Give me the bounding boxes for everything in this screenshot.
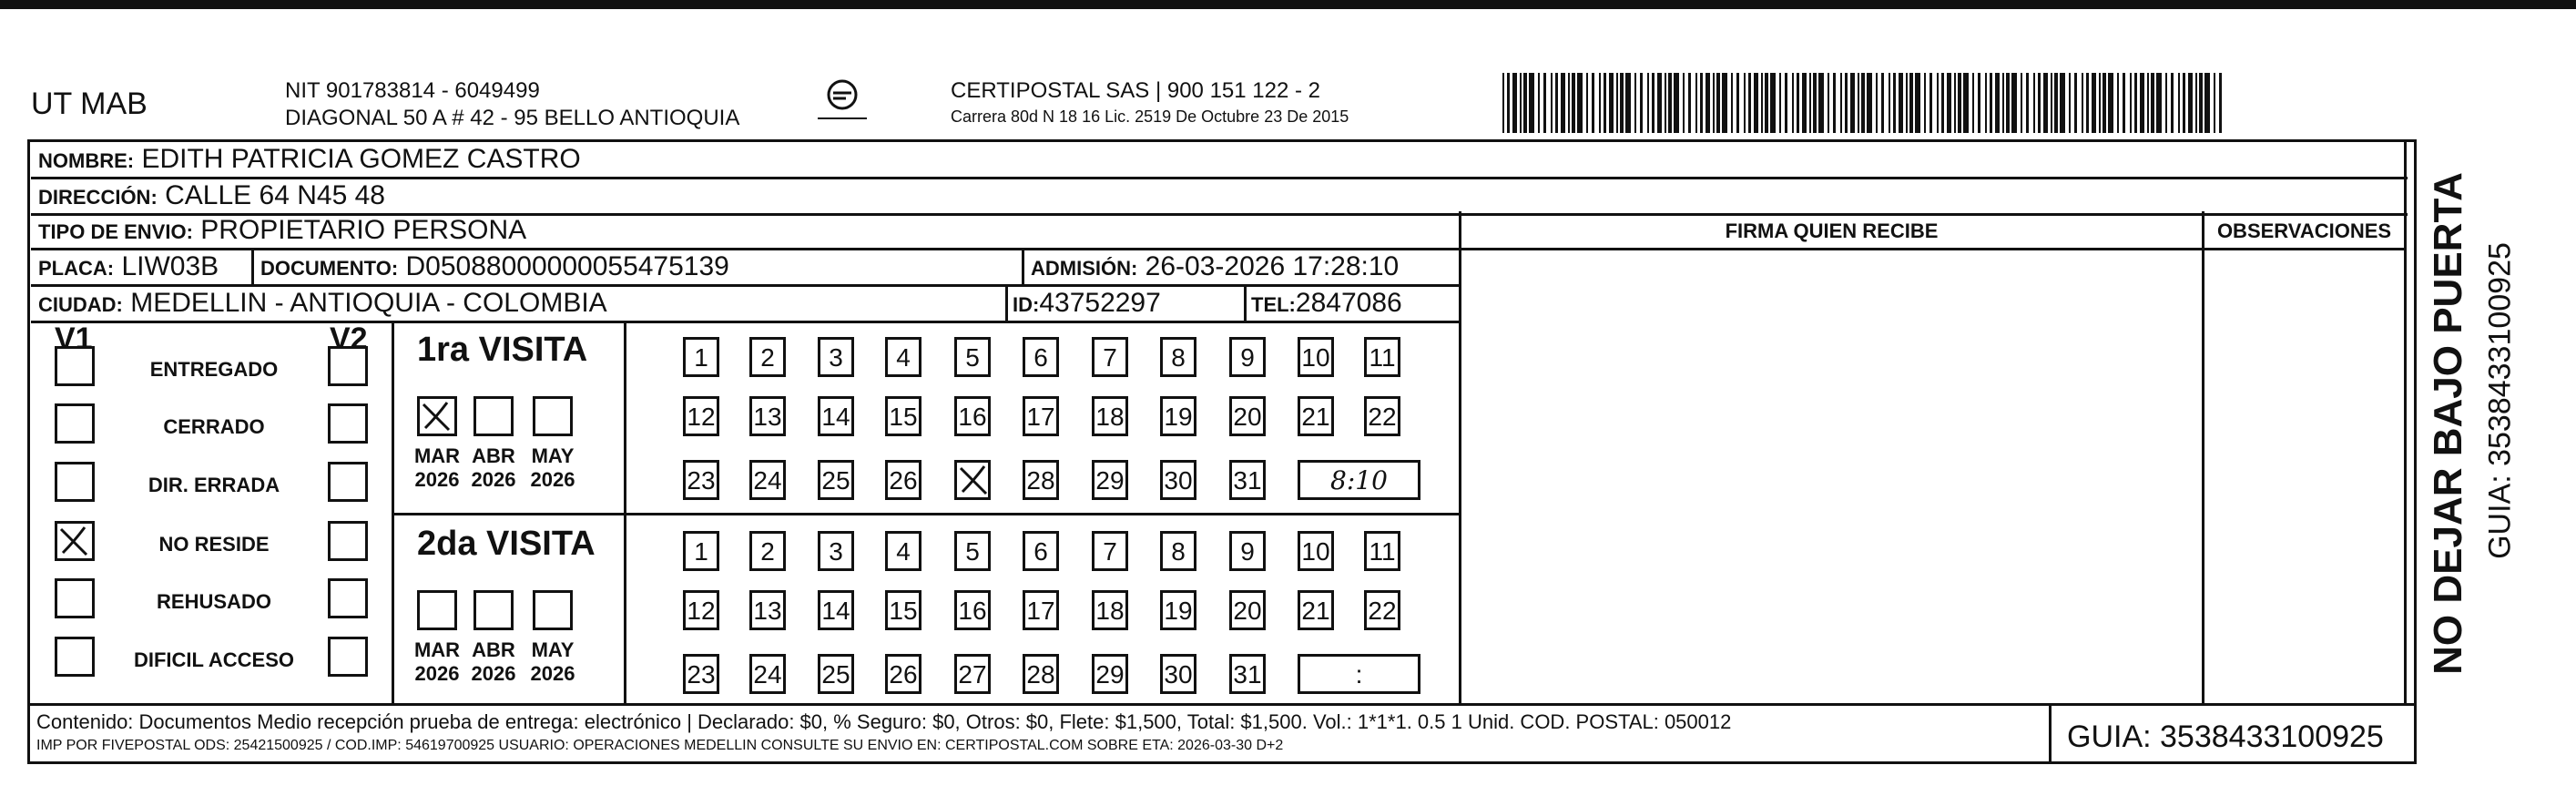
v1-checkbox[interactable] xyxy=(55,637,95,677)
barcode-bar xyxy=(2038,73,2041,133)
month-checkbox[interactable] xyxy=(473,590,514,630)
day-box[interactable]: 31 xyxy=(1229,460,1266,500)
barcode-bar xyxy=(1748,73,1751,133)
barcode-bar xyxy=(1761,73,1763,133)
side-guia: GUIA: 3538433100925 xyxy=(2482,242,2518,559)
v2-checkbox[interactable] xyxy=(328,462,368,502)
day-box[interactable]: 26 xyxy=(885,460,921,500)
day-box[interactable]: 13 xyxy=(749,396,786,436)
barcode-bar xyxy=(1523,73,1527,133)
barcode-bar xyxy=(1512,73,1517,133)
day-box[interactable]: 16 xyxy=(954,590,991,630)
day-box[interactable]: 30 xyxy=(1160,654,1196,694)
day-box[interactable]: 27 xyxy=(954,654,991,694)
month-label: ABR xyxy=(472,444,515,467)
barcode-bar xyxy=(2147,73,2149,133)
barcode-bar xyxy=(1716,73,1720,133)
day-box[interactable]: 1 xyxy=(683,531,719,571)
barcode-bar xyxy=(2171,73,2174,133)
day-box[interactable]: 21 xyxy=(1298,396,1334,436)
day-box[interactable]: 26 xyxy=(885,654,921,694)
barcode-bar xyxy=(1529,73,1534,133)
barcode-bar xyxy=(1765,73,1768,133)
barcode-bar xyxy=(1572,73,1575,133)
barcode-bar xyxy=(1665,73,1666,133)
barcode-bar xyxy=(1543,73,1546,133)
direccion-row: DIRECCIÓN: CALLE 64 N45 48 xyxy=(31,178,2408,216)
day-box[interactable]: 18 xyxy=(1092,590,1128,630)
month-checkbox[interactable] xyxy=(533,396,573,436)
barcode-bar xyxy=(2043,73,2048,133)
status-label: NO RESIDE xyxy=(158,533,270,556)
barcode-bar xyxy=(2021,73,2022,133)
barcode-bar xyxy=(2092,73,2096,133)
year-label: 2026 xyxy=(471,468,516,491)
day-box[interactable]: 4 xyxy=(885,531,921,571)
tipo-row: TIPO DE ENVIO: PROPIETARIO PERSONA xyxy=(31,212,1461,250)
v1-checkbox[interactable] xyxy=(55,346,95,386)
company-address: DIAGONAL 50 A # 42 - 95 BELLO ANTIOQUIA xyxy=(285,106,740,130)
day-box[interactable]: 23 xyxy=(683,460,719,500)
barcode-bar xyxy=(1906,73,1908,133)
barcode-bar xyxy=(1770,73,1776,133)
day-box[interactable]: 14 xyxy=(818,396,854,436)
v1-header: V1 xyxy=(55,321,93,356)
day-box[interactable]: 5 xyxy=(954,337,991,377)
day-box[interactable]: 22 xyxy=(1364,590,1400,630)
day-box[interactable]: 2 xyxy=(749,531,786,571)
day-box[interactable]: 13 xyxy=(749,590,786,630)
placa-row: PLACA: LIW03B DOCUMENTO: D05088000000055475139 ADMISIÓN: 26-03-2026 17:28:10 xyxy=(31,249,1461,287)
year-label: 2026 xyxy=(530,662,575,685)
day-box[interactable]: 7 xyxy=(1092,531,1128,571)
top-edge xyxy=(0,0,2576,9)
day-box[interactable]: 6 xyxy=(1023,531,1059,571)
visit-title: 2da VISITA xyxy=(417,525,596,563)
barcode-bar xyxy=(1978,73,1980,133)
day-box[interactable]: 29 xyxy=(1092,654,1128,694)
barcode-bar xyxy=(1972,73,1974,133)
status-label: REHUSADO xyxy=(157,590,271,613)
divider-observaciones xyxy=(2202,211,2204,704)
barcode-bar xyxy=(1634,73,1636,133)
day-box[interactable]: 20 xyxy=(1229,396,1266,436)
barcode-bar xyxy=(1561,73,1565,133)
v2-checkbox[interactable] xyxy=(328,521,368,561)
day-box[interactable] xyxy=(954,460,991,500)
barcode-bar xyxy=(1858,73,1859,133)
day-box[interactable]: 19 xyxy=(1160,590,1196,630)
barcode-bar xyxy=(1744,73,1746,133)
barcode-bar xyxy=(1674,73,1679,133)
day-box[interactable]: 17 xyxy=(1023,396,1059,436)
barcode-bar xyxy=(1577,73,1583,133)
day-box[interactable]: 10 xyxy=(1298,531,1334,571)
barcode-bar xyxy=(2165,73,2167,133)
barcode-bar xyxy=(1990,73,1992,133)
day-box[interactable]: 24 xyxy=(749,460,786,500)
barcode-bar xyxy=(2156,73,2162,133)
barcode-bar xyxy=(1568,73,1570,133)
barcode-bar xyxy=(1507,73,1510,133)
v1-checkbox[interactable] xyxy=(55,521,95,561)
barcode-bar xyxy=(1620,73,1624,133)
barcode-bar xyxy=(1625,73,1631,133)
day-box[interactable]: 29 xyxy=(1092,460,1128,500)
month-label: ABR xyxy=(472,638,515,661)
barcode-bar xyxy=(2074,73,2077,133)
barcode-bar xyxy=(1640,73,1643,133)
divider-side xyxy=(2404,139,2407,704)
barcode-bar xyxy=(1586,73,1588,133)
barcode-bar xyxy=(1947,73,1951,133)
barcode-bar xyxy=(1652,73,1655,133)
barcode-bar xyxy=(2188,73,2193,133)
observaciones-header: OBSERVACIONES xyxy=(2204,212,2404,250)
day-box[interactable]: 12 xyxy=(683,590,719,630)
barcode-bar xyxy=(2183,73,2185,133)
barcode-bar xyxy=(2082,73,2083,133)
barcode-bar xyxy=(2195,73,2197,133)
day-box[interactable]: 3 xyxy=(818,531,854,571)
month-checkbox[interactable] xyxy=(473,396,514,436)
barcode-bar xyxy=(2219,73,2222,133)
day-box[interactable]: 11 xyxy=(1364,337,1400,377)
barcode-bar xyxy=(1850,73,1855,133)
v1-checkbox[interactable] xyxy=(55,578,95,618)
day-box[interactable]: 30 xyxy=(1160,460,1196,500)
barcode-bar xyxy=(1915,73,1920,133)
status-label: DIFICIL ACCESO xyxy=(133,648,294,671)
barcode-bar xyxy=(1736,73,1739,133)
month-label: MAY xyxy=(531,638,575,661)
barcode-bar xyxy=(1893,73,1896,133)
barcode-bar xyxy=(2099,73,2101,133)
barcode-bar xyxy=(1937,73,1939,133)
day-box[interactable]: 9 xyxy=(1229,531,1266,571)
day-box[interactable]: 19 xyxy=(1160,396,1196,436)
barcode-bar xyxy=(1889,73,1890,133)
barcode-bar xyxy=(2204,73,2210,133)
barcode-bar xyxy=(2151,73,2154,133)
year-label: 2026 xyxy=(414,468,460,491)
side-warning: NO DEJAR BAJO PUERTA xyxy=(2426,172,2470,675)
v2-checkbox[interactable] xyxy=(328,346,368,386)
barcode-bar xyxy=(1958,73,1961,133)
barcode-bar xyxy=(2086,73,2089,133)
barcode-bar xyxy=(2130,73,2132,133)
barcode-bar xyxy=(1924,73,1926,133)
day-box[interactable]: 17 xyxy=(1023,590,1059,630)
status-label: ENTREGADO xyxy=(149,358,279,381)
day-box[interactable]: 7 xyxy=(1092,337,1128,377)
barcode-bar xyxy=(1647,73,1649,133)
barcode-bar xyxy=(1551,73,1553,133)
nombre-row: NOMBRE: EDITH PATRICIA GOMEZ CASTRO xyxy=(31,141,2408,179)
day-box[interactable]: 28 xyxy=(1023,654,1059,694)
day-box[interactable]: 8 xyxy=(1160,531,1196,571)
barcode-bar xyxy=(2033,73,2035,133)
barcode-bar xyxy=(1599,73,1601,133)
v1-checkbox[interactable] xyxy=(55,462,95,502)
month-label: MAR xyxy=(413,444,461,467)
company-name: UT MAB xyxy=(31,87,148,121)
barcode-bar xyxy=(1881,73,1884,133)
barcode-bar xyxy=(1700,73,1703,133)
barcode-bar xyxy=(1668,73,1672,133)
day-box[interactable]: 24 xyxy=(749,654,786,694)
day-box[interactable]: 9 xyxy=(1229,337,1266,377)
day-number xyxy=(957,463,988,499)
month-checkbox[interactable] xyxy=(533,590,573,630)
day-box[interactable]: 23 xyxy=(683,654,719,694)
time-box[interactable]: : xyxy=(1298,654,1420,694)
carrier-license: Carrera 80d N 18 16 Lic. 2519 De Octubre 23 De 2015 xyxy=(951,107,1349,126)
barcode-bar xyxy=(1963,73,1969,133)
day-box[interactable]: 25 xyxy=(818,654,854,694)
day-box[interactable]: 20 xyxy=(1229,590,1266,630)
barcode-bar xyxy=(2051,73,2052,133)
barcode-bar xyxy=(1840,73,1842,133)
status-label: DIR. ERRADA xyxy=(148,474,280,496)
barcode-bar xyxy=(1695,73,1697,133)
day-box[interactable]: 15 xyxy=(885,590,921,630)
barcode-bar xyxy=(1954,73,1956,133)
barcode-bar xyxy=(1705,73,1710,133)
day-box[interactable]: 18 xyxy=(1092,396,1128,436)
day-box[interactable]: 12 xyxy=(683,396,719,436)
day-box[interactable]: 8 xyxy=(1160,337,1196,377)
day-box[interactable]: 15 xyxy=(885,396,921,436)
year-label: 2026 xyxy=(414,662,460,685)
barcode-bar xyxy=(1833,73,1836,133)
barcode-bar xyxy=(1731,73,1733,133)
barcode-bar xyxy=(1985,73,1987,133)
barcode-bar xyxy=(1828,73,1829,133)
barcode-bar xyxy=(1754,73,1758,133)
barcode-bar xyxy=(1555,73,1558,133)
barcode-bar xyxy=(1899,73,1903,133)
barcode-bar xyxy=(1616,73,1618,133)
day-box[interactable]: 11 xyxy=(1364,531,1400,571)
day-box[interactable]: 16 xyxy=(954,396,991,436)
footer-imp: IMP POR FIVEPOSTAL ODS: 25421500925 / COD.IMP: 54619700925 USUARIO: OPERACIONES MEDELLIN CONSULTE SU ENVIO EN: CERTIPOSTAL.COM SOBRE ETA: 2026-03-30 D+2 xyxy=(36,738,1284,753)
barcode-bar xyxy=(1609,73,1614,133)
day-box[interactable]: 10 xyxy=(1298,337,1334,377)
barcode-bar xyxy=(1713,73,1715,133)
firma-header: FIRMA QUIEN RECIBE xyxy=(1461,212,2202,250)
barcode-bar xyxy=(1876,73,1878,133)
barcode-bar xyxy=(1785,73,1787,133)
barcode-bar xyxy=(1688,73,1691,133)
barcode-bar xyxy=(2103,73,2106,133)
barcode-bar xyxy=(1995,73,2000,133)
barcode-bar xyxy=(1520,73,1522,133)
year-label: 2026 xyxy=(471,662,516,685)
barcode-bar xyxy=(1604,73,1606,133)
barcode-bar xyxy=(2123,73,2125,133)
barcode-bar xyxy=(2108,73,2113,133)
barcode-bar xyxy=(1909,73,1913,133)
day-box[interactable]: 22 xyxy=(1364,396,1400,436)
v2-checkbox[interactable] xyxy=(328,637,368,677)
day-box[interactable]: 3 xyxy=(818,337,854,377)
barcode-bar xyxy=(2117,73,2119,133)
barcode-bar xyxy=(2214,73,2215,133)
barcode-bar xyxy=(2178,73,2180,133)
barcode-bar xyxy=(1538,73,1540,133)
barcode-bar xyxy=(1809,73,1811,133)
certipostal-logo xyxy=(810,75,874,129)
barcode-bar xyxy=(1818,73,1824,133)
time-box[interactable]: 8:10 xyxy=(1298,460,1420,500)
barcode-bar xyxy=(1657,73,1662,133)
day-box[interactable]: 21 xyxy=(1298,590,1334,630)
v2-header: V2 xyxy=(330,321,368,356)
day-box[interactable]: 25 xyxy=(818,460,854,500)
barcode-bar xyxy=(1867,73,1872,133)
barcode-bar xyxy=(2140,73,2144,133)
barcode-bar xyxy=(1722,73,1727,133)
barcode-bar xyxy=(2006,73,2010,133)
footer-guia: GUIA: 3538433100925 xyxy=(2067,719,2384,754)
month-label: MAY xyxy=(531,444,575,467)
month-label: MAR xyxy=(413,638,461,661)
footer-guia-divider xyxy=(2049,703,2052,764)
footer-contenido: Contenido: Documentos Medio recepción prueba de entrega: electrónico | Declarado: $0, % Seguro: $0, Otros: $0, Flete: $1,500, Total: $1,500. Vol.: 1*1*1. 0.5 1 Unid. COD. POSTAL: 050012 xyxy=(36,710,1732,733)
barcode-bar xyxy=(2199,73,2203,133)
v2-checkbox[interactable] xyxy=(328,403,368,444)
barcode-bar xyxy=(2069,73,2071,133)
v2-checkbox[interactable] xyxy=(328,578,368,618)
day-box[interactable]: 1 xyxy=(683,337,719,377)
day-box[interactable]: 6 xyxy=(1023,337,1059,377)
barcode-bar xyxy=(1845,73,1848,133)
day-box[interactable]: 4 xyxy=(885,337,921,377)
barcode-bar xyxy=(2026,73,2029,133)
barcode-bar xyxy=(1683,73,1685,133)
day-box[interactable]: 5 xyxy=(954,531,991,571)
barcode-bar xyxy=(2134,73,2137,133)
day-box[interactable]: 28 xyxy=(1023,460,1059,500)
barcode-bar xyxy=(1592,73,1594,133)
v1-checkbox[interactable] xyxy=(55,403,95,444)
barcode-bar xyxy=(1792,73,1794,133)
visit-title: 1ra VISITA xyxy=(417,331,588,369)
carrier-name: CERTIPOSTAL SAS | 900 151 122 - 2 xyxy=(951,78,1320,103)
month-day-divider xyxy=(624,321,626,704)
month-checkbox[interactable] xyxy=(417,396,457,436)
day-box[interactable]: 14 xyxy=(818,590,854,630)
barcode-bar xyxy=(1929,73,1932,133)
barcode-bar xyxy=(1779,73,1781,133)
barcode xyxy=(1502,73,2226,133)
barcode-bar xyxy=(1797,73,1799,133)
barcode-bar xyxy=(1502,73,1504,133)
month-checkbox[interactable] xyxy=(417,590,457,630)
barcode-bar xyxy=(2002,73,2004,133)
status-label: CERRADO xyxy=(163,415,265,438)
company-nit: NIT 901783814 - 6049499 xyxy=(285,78,540,103)
visit-divider xyxy=(394,513,1459,515)
barcode-bar xyxy=(2054,73,2058,133)
barcode-bar xyxy=(1941,73,1944,133)
day-box[interactable]: 31 xyxy=(1229,654,1266,694)
barcode-bar xyxy=(2060,73,2065,133)
barcode-bar xyxy=(1813,73,1817,133)
barcode-bar xyxy=(1861,73,1865,133)
day-box[interactable]: 2 xyxy=(749,337,786,377)
barcode-bar xyxy=(1802,73,1807,133)
barcode-bar xyxy=(2011,73,2017,133)
ciudad-row: CIUDAD: MEDELLIN - ANTIOQUIA - COLOMBIA ID:43752297 TEL:2847086 xyxy=(31,285,1461,323)
year-label: 2026 xyxy=(530,468,575,491)
footer-divider xyxy=(27,703,2417,706)
